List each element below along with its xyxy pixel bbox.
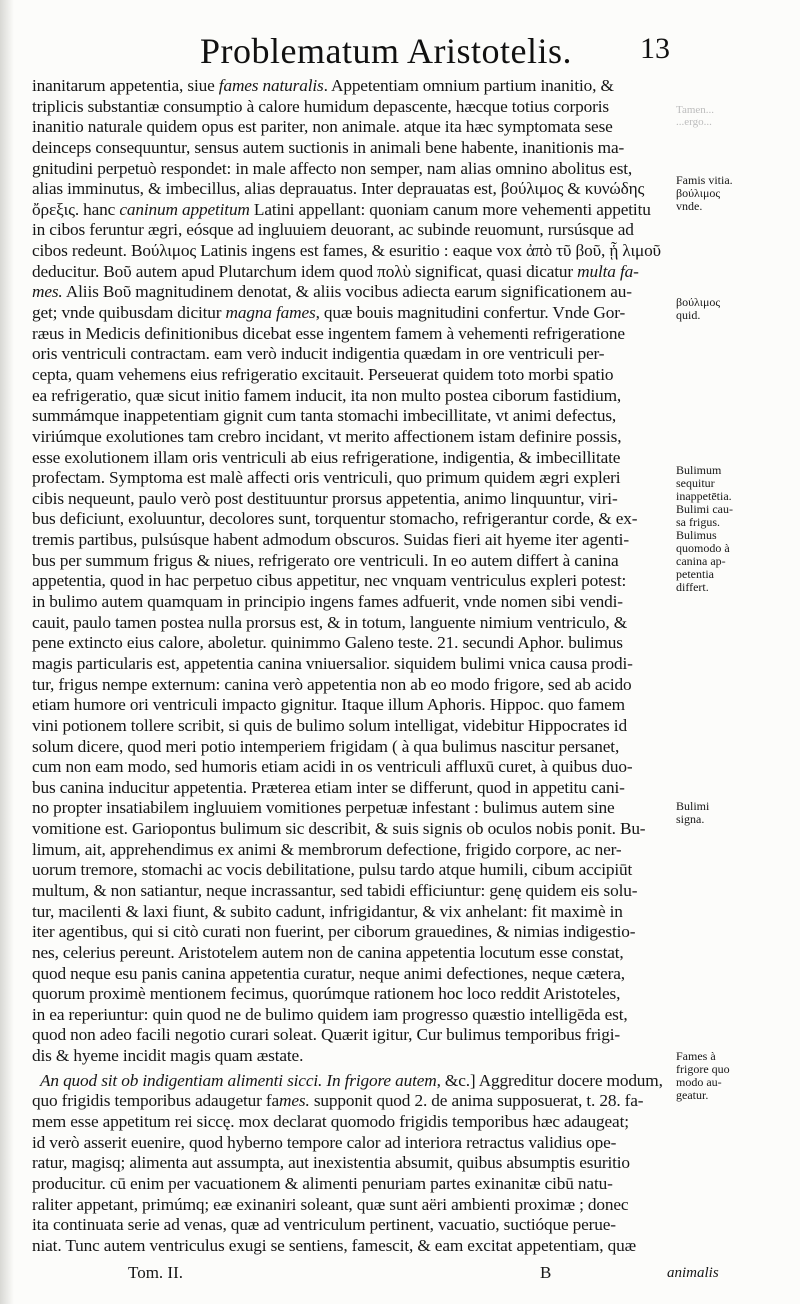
text-line: no propter insatiabilem ingluuiem vomitiones perpetuæ infestant : bulimus autem sine xyxy=(32,798,615,818)
text-line: iter agentibus, qui si citò curati non fuerint, per ciborum grauedines, & nimias indigestio- xyxy=(32,922,636,942)
margin-note-line: sequitur xyxy=(676,476,715,490)
text-line: cibos redeunt. Βούλιμος Latinis ingens est fames, & esuritio : eaque vox ἀπὸ τῦ βοῦ, ᾗ λιμοῦ xyxy=(32,241,661,261)
margin-note-line: Bulimum xyxy=(676,463,722,477)
gutter-shadow xyxy=(0,0,14,1304)
text-line: inanitio naturale quidem opus est pariter, non animale. atque ita hæc symptomata sese xyxy=(32,117,613,137)
text-line: limum, ait, apprehendimus ex animi & membrorum defectione, frigido corpore, ac ner- xyxy=(32,839,622,859)
text-line: tur, frigus nempe externum: canina verò appetentia non ab eo modo frigore, sed ab acido xyxy=(32,674,632,694)
text-line: vini potionem tollere scribit, si quis de bulimo solum intelligat, videbitur Hippocrates id xyxy=(32,715,627,735)
text-line: tremis partibus, pulsúsque habent admodum obscuros. Suidas fieri ait hyeme iter agenti- xyxy=(32,530,629,550)
margin-note-line: modo au- xyxy=(676,1075,722,1089)
text-line: quod neque esu panis canina appetentia curatur, neque animi defectiones, neque cætera, xyxy=(32,963,625,983)
text-line: magis particularis est, appetentia canina vniuersalior. siquidem bulimi vnica causa prodi- xyxy=(32,653,633,673)
text-line: cepta, quam vehemens eius refrigeratio excitauit. Perseuerat quidem toto morbi spatio xyxy=(32,364,614,384)
text-line: uorum tremore, stomachi ac vocis debilitatione, pulsu tardo atque humili, cibum accipiūt xyxy=(32,860,633,880)
margin-note-line: quid. xyxy=(676,308,701,322)
margin-note xyxy=(676,464,794,594)
text-line: ræus in Medicis definitionibus dicebat esse ingentem famem à vehementi refrigeratione xyxy=(32,323,625,343)
text-line: etiam humore ori ventriculi impacto gignitur. Itaque illum Aphoris. Hippoc. quo famem xyxy=(32,695,625,715)
text-line: gnitudini perpetuò respondet: in male affecto non semper, nam alias omnino abolitus est, xyxy=(32,158,633,178)
text-line: alias imminutus, & imbecillus, alias deprauatus. Inter deprauatas est, βούλιμος & κυνώδης xyxy=(32,179,645,199)
page-number: 13 xyxy=(640,32,670,65)
text-line: in cibos feruntur ægri, eósque ad ingluuiem deuorant, ac subinde reuomunt, rursúsque ad xyxy=(32,220,634,240)
lemma-line: An quod sit ob indigentiam alimenti sicci. In frigore autem, &c.] Aggreditur docere modum, xyxy=(40,1070,663,1090)
text-line: oris ventriculi contractam. eam verò inducit indigentia quædam in ore ventriculi per- xyxy=(32,344,605,364)
margin-note xyxy=(676,1050,794,1102)
margin-note-line: canina ap- xyxy=(676,554,726,568)
margin-note-line: differt. xyxy=(676,580,709,594)
margin-note-line: βούλιμος xyxy=(676,186,721,200)
text-line: nes, celerius pereunt. Aristotelem autem non de canina appetentia locutum esse constat, xyxy=(32,942,624,962)
text-line: bus canina inducitur appetentia. Præterea etiam inter se differunt, quod in appetitu cani- xyxy=(32,777,625,797)
text-line: appetentia, quod in hac perpetuo cibus appetitur, nec vnquam ventriculus expleri potest: xyxy=(32,571,627,591)
text-line: cauit, paulo tamen postea nulla prorsus est, & in totum, languente nimium ventriculo, & xyxy=(32,612,628,632)
text-line: multum, & non satiantur, neque incrassantur, sed tabidi efficiuntur: genę quidem eis solu- xyxy=(32,880,638,900)
text-line: producitur. cū enim per vacuationem & alimenti penuriam partes exinanitæ cibū natu- xyxy=(32,1173,613,1193)
margin-note xyxy=(676,296,794,322)
text-line: in ea reperiuntur: quin quod ne de bulimo quidem iam progresso quæstio intelligēda est, xyxy=(32,1004,628,1024)
margin-note-line: vnde. xyxy=(676,199,703,213)
text-line: bus per summum frigus & niues, refrigerato ore ventriculi. In eo autem differt à canina xyxy=(32,550,619,570)
text-line: id verò asserit euenire, quod hyberno tempore calor ad interiora retractus validius ope- xyxy=(32,1132,617,1152)
margin-note-line: Bulimi xyxy=(676,799,710,813)
text-line: esse exolutionem illam oris ventriculi ab eius refrigeratione, indigentia, & imbecillitate xyxy=(32,447,621,467)
body-text xyxy=(32,76,670,1257)
margin-note-line: Bulimus xyxy=(676,528,717,542)
margin-note xyxy=(676,800,794,826)
text-line: in bulimo autem quamquam in principio ingens fames adfuerit, vnde nomen sibi vendi- xyxy=(32,592,623,612)
text-line: pene extincto eius calore, aboletur. quinimmo Galeno teste. 21. secundi Aphor. bulimus xyxy=(32,633,623,653)
volume-label: Tom. II. xyxy=(128,1263,183,1282)
text-line: get; vnde quibusdam dicitur magna fames, quæ bouis magnitudini confertur. Vnde Gor- xyxy=(32,303,626,323)
text-line: summámque inappetentiam gignit cum tanta stomachi imbecillitate, vt animi defectus, xyxy=(32,406,617,426)
text-line: profectam. Symptoma est malè affecti oris ventriculi, quo primum quidem ægri expleri xyxy=(32,468,621,488)
page-title: Problematum Aristotelis. xyxy=(200,31,572,71)
text-line: deinceps consequuntur, sensus autem suctionis in animali bene habente, inanitionis ma- xyxy=(32,137,625,157)
text-line: mem esse appetitum rei siccę. mox declarat quomodo frigidis temporibus hæc adaugeat; xyxy=(32,1112,629,1132)
margin-note-line: quomodo à xyxy=(676,541,730,555)
catchword: animalis xyxy=(667,1265,719,1281)
signature-mark: B xyxy=(540,1263,552,1282)
margin-note-line: Bulimi cau- xyxy=(676,502,733,516)
text-line: deducitur. Βοῦ autem apud Plutarchum idem quod πολὺ significat, quasi dicatur multa fa- xyxy=(32,261,639,281)
text-line: ita continuata serie ad venas, quæ ad ventriculum pertinent, vacuatio, suctióque perue- xyxy=(32,1215,616,1235)
margin-note-line: petentia xyxy=(676,567,714,581)
text-line: ea refrigeratio, quæ sicut initio famem inducit, ita non multo postea ciborum fastidium, xyxy=(32,385,622,405)
text-line: ratur, magisq; alimenta aut assumpta, aut inexistentia absumit, quibus absumptis esuritio xyxy=(32,1153,630,1173)
margin-note-line: Famis vitia. xyxy=(676,173,733,187)
text-line: raliter appetant, primúmq; eæ exinaniri soleant, quæ sunt aëri ambienti proximæ ; donec xyxy=(32,1194,629,1214)
margin-note-line: inappetētia. xyxy=(676,489,732,503)
text-line: quo frigidis temporibus adaugetur fames. supponit quod 2. de anima supposuerat, t. 28. fa- xyxy=(32,1091,644,1111)
margin-note-line: sa frigus. xyxy=(676,515,720,529)
running-head xyxy=(30,30,800,74)
text-line: triplicis substantiæ consumptio à calore humidum depascente, hæcque totius corporis xyxy=(32,96,609,116)
margin-note xyxy=(676,174,794,213)
text-line: dis & hyeme incidit magis quam æstate. xyxy=(32,1046,304,1066)
text-line: inanitarum appetentia, siue fames naturalis. Appetentiam omnium partium inanitio, & xyxy=(32,76,614,95)
text-line: cum non eam modo, sed humoris etiam acidi in os ventriculi affluxū curet, à quibus duo- xyxy=(32,757,633,777)
text-line: quorum proximè mentionem fecimus, quorúmque rationem hoc loco reddit Aristoteles, xyxy=(32,984,621,1004)
margin-note-line: geatur. xyxy=(676,1088,709,1102)
text-line: niat. Tunc autem ventriculus exugi se sentiens, famescit, & eam excitat appetentiam, quæ xyxy=(32,1235,636,1255)
margin-note-line: βούλιμος xyxy=(676,295,721,309)
margin-note-line: signa. xyxy=(676,812,705,826)
text-line: ὄρεξις. hanc caninum appetitum Latini appellant: quoniam canum more vehementi appetitu xyxy=(32,199,651,219)
text-line: solum dicere, quod meri potio intemperiem frigidam ( à qua bulimus nascitur persanet, xyxy=(32,736,620,756)
margin-note-line: frigore quo xyxy=(676,1062,730,1076)
text-line: viriúmque exolutiones tam crebro incidant, vt merito affectionem istam definire possis, xyxy=(32,426,622,446)
text-line: mes. Aliis Βοῦ magnitudinem denotat, & aliis vocibus adiecta earum significationem au- xyxy=(32,282,632,302)
text-line: bus deficiunt, exoluuntur, decolores sunt, torquentur stomacho, refrigerantur corde, & ex- xyxy=(32,509,638,529)
text-line: vomitione est. Gariopontus bulimum sic describit, & suis signis ob oculos nobis ponit. Bu- xyxy=(32,819,646,839)
text-line: quod non adeo facili negotio curari soleat. Quærit igitur, Cur bulimus temporibus frigi- xyxy=(32,1025,620,1045)
margin-note-line: Fames à xyxy=(676,1049,716,1063)
text-line: cibis nequeunt, paulo verò post destituuntur prorsus appetentia, animo linquuntur, viri- xyxy=(32,488,618,508)
bleed-through-text: Tamen... ...ergo... xyxy=(676,104,715,128)
text-line: tur, macilenti & laxi fiunt, & subito cadunt, infrigidantur, & vix anhelant: fit maximè in xyxy=(32,901,623,921)
page-footer xyxy=(32,1263,792,1287)
